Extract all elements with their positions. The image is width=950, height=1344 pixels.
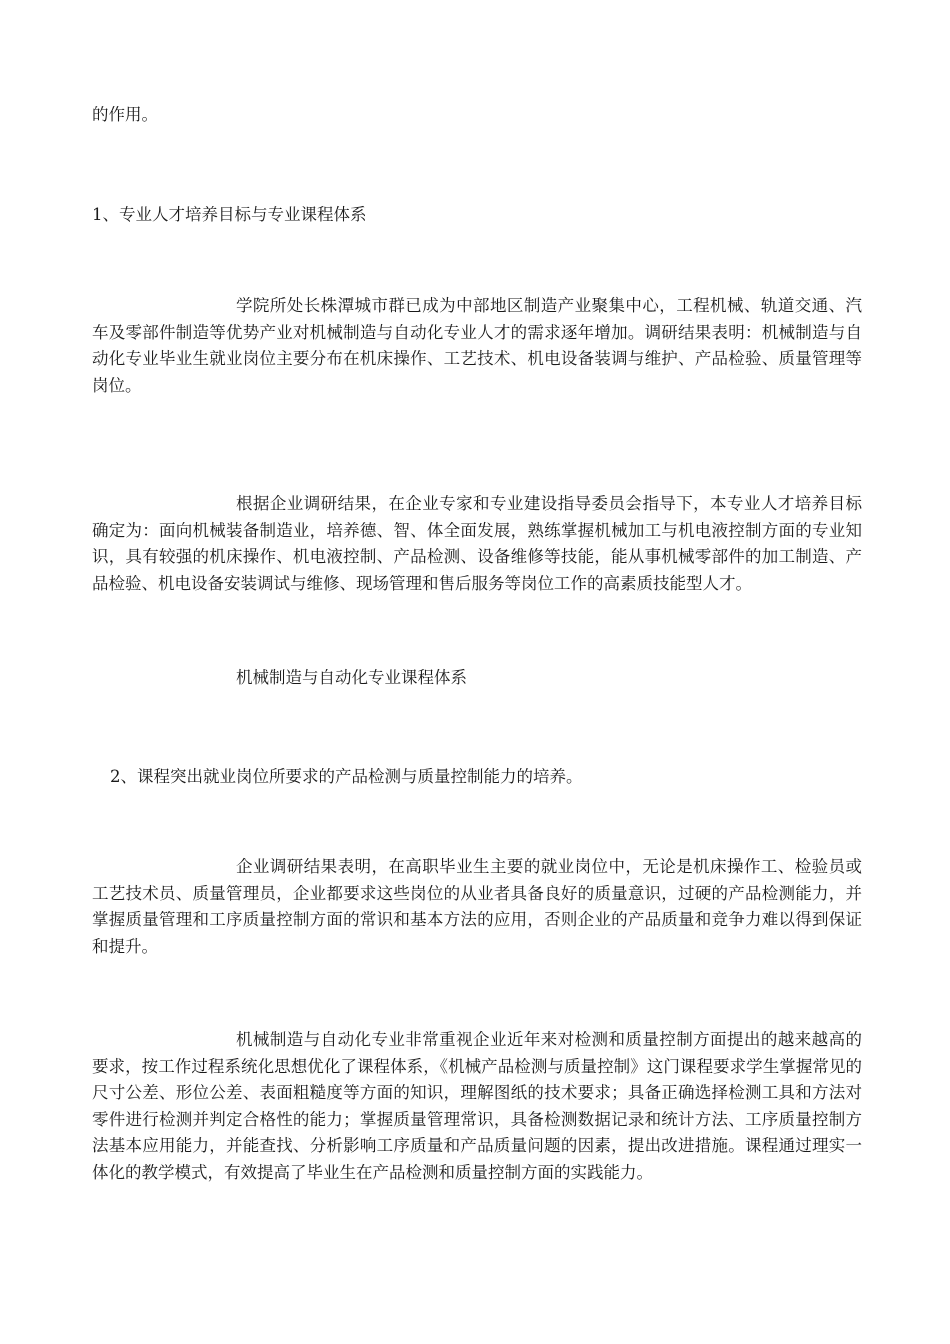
paragraph-region-demand: 学院所处长株潭城市群已成为中部地区制造产业聚集中心，工程机械、轨道交通、汽车及零部件制造等优势产业对机械制造与自动化专业人才的需求逐年增加。调研结果表明：机械制造与自动化专业毕业生就业岗位主要分布在机床操作、工艺技术、机电设备装调与维护、产品检验、质量管理等岗位。 bbox=[92, 296, 862, 395]
paragraph-enterprise-requirements: 企业调研结果表明，在高职毕业生主要的就业岗位中，无论是机床操作工、检验员或工艺技术员、质量管理员，企业都要求这些岗位的从业者具备良好的质量意识，过硬的产品检测能力，并掌握质量管理和工序质量控制方面的常识和基本方法的应用，否则企业的产品质量和竞争力难以得到保证和提升。 bbox=[92, 857, 862, 956]
section-heading-2: 2、课程突出就业岗位所要求的产品检测与质量控制能力的培养。 bbox=[110, 767, 583, 786]
figure-caption-curriculum: 机械制造与自动化专业课程体系 bbox=[236, 668, 467, 687]
paragraph-course-design: 机械制造与自动化专业非常重视企业近年来对检测和质量控制方面提出的越来越高的要求，按工作过程系统化思想优化了课程体系，《机械产品检测与质量控制》这门课程要求学生掌握常见的尺寸公差、形位公差、表面粗糙度等方面的知识，理解图纸的技术要求；具备正确选择检测工具和方法对零件进行检测并判定合格性的能力；掌握质量管理常识，具备检测数据记录和统计方法、工序质量控制方法基本应用能力，并能查找、分析影响工序质量和产品质量问题的因素，提出改进措施。课程通过理实一体化的教学模式，有效提高了毕业生在产品检测和质量控制方面的实践能力。 bbox=[92, 1030, 862, 1182]
paragraph-fragment: 的作用。 bbox=[92, 105, 158, 124]
section-heading-1: 1、专业人才培养目标与专业课程体系 bbox=[92, 205, 367, 224]
paragraph-training-goal: 根据企业调研结果，在企业专家和专业建设指导委员会指导下，本专业人才培养目标确定为：面向机械装备制造业，培养德、智、体全面发展，熟练掌握机械加工与机电液控制方面的专业知识，具有较强的机床操作、机电液控制、产品检测、设备维修等技能，能从事机械零部件的加工制造、产品检验、机电设备安装调试与维修、现场管理和售后服务等岗位工作的高素质技能型人才。 bbox=[92, 494, 862, 593]
